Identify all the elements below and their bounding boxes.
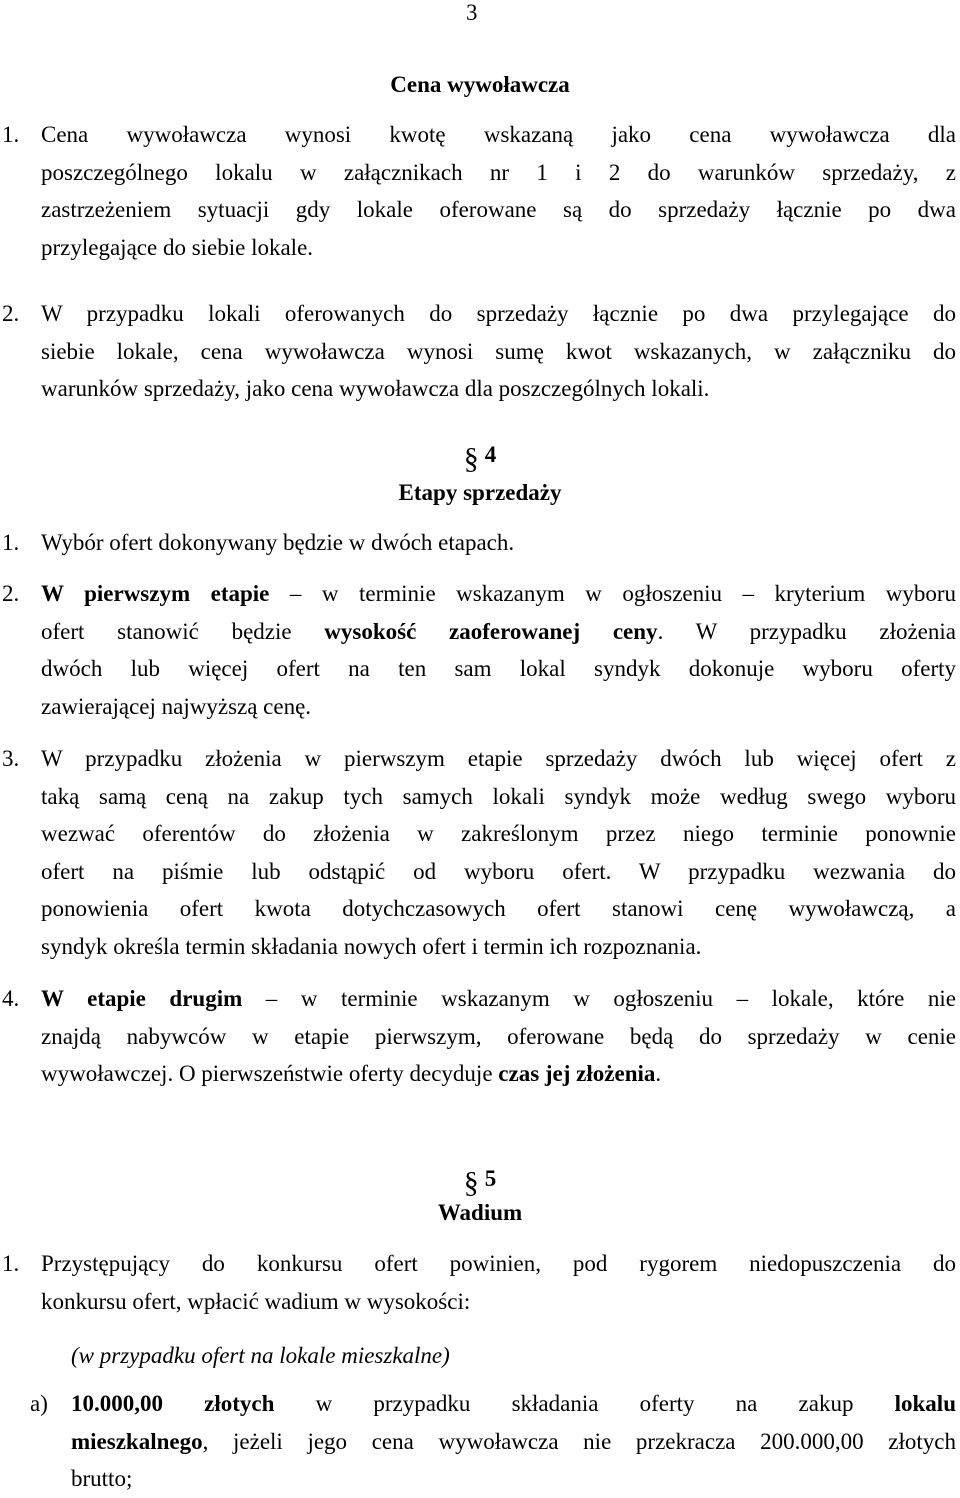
page-number: 3	[466, 0, 478, 25]
item-number: 4.	[2, 986, 20, 1011]
text-line: znajdą nabywców w etapie pierwszym, oferowane będą do sprzedaży w cenie	[41, 1023, 956, 1049]
item-text	[41, 116, 956, 266]
text-line: zastrzeżeniem sytuacji gdy lokale oferowane są do sprzedaży łącznie po dwa	[41, 197, 956, 222]
text-line: brutto;	[71, 1466, 133, 1491]
item-text	[41, 575, 956, 725]
text-line	[41, 980, 956, 1018]
bold-phrase: wysokość zaoferowanej ceny	[324, 618, 658, 644]
text-span: wywoławczej. O pierwszeństwie oferty decyduje	[41, 1061, 499, 1086]
item-number: 1.	[2, 1251, 20, 1276]
bold-phrase: W pierwszym etapie	[41, 581, 270, 606]
text-line: ponowienia ofert kwota dotychczasowych ofert stanowi cenę wywoławczą, a	[41, 896, 956, 921]
text-line: wezwać oferentów do złożenia w zakreślonym przez niego terminie ponownie	[41, 821, 956, 846]
section-title-wadium: Wadium	[437, 1200, 523, 1225]
text-span: w przypadku składania oferty na zakup	[274, 1391, 895, 1416]
text-line: Przystępujący do konkursu ofert powinien, pod rygorem niedopuszczenia do	[41, 1251, 956, 1276]
text-line	[41, 1055, 956, 1093]
item-number: 2.	[2, 301, 20, 326]
text-line: zawierającej najwyższą cenę.	[41, 693, 312, 719]
item-text	[41, 740, 956, 965]
text-line: syndyk określa termin składania nowych ofert i termin ich rozpoznania.	[41, 933, 702, 959]
text-line: poszczególnego lokalu w załącznikach nr 1 i 2 do warunków sprzedaży, z	[41, 159, 956, 185]
item-number: 2.	[2, 581, 20, 606]
bold-phrase: 10.000,00 złotych	[71, 1391, 275, 1416]
text-line	[41, 613, 956, 651]
section-number: 5	[484, 1166, 497, 1191]
text-span: .	[655, 1061, 662, 1086]
text-line: W przypadku złożenia w pierwszym etapie sprzedaży dwóch lub więcej ofert z	[41, 746, 956, 771]
text-line	[71, 1423, 956, 1461]
text-line: siebie lokale, cena wywoławcza wynosi sumę kwot wskazanych, w załączniku do	[41, 338, 956, 364]
item-letter: a)	[30, 1391, 48, 1416]
text-span: ofert stanowić będzie	[41, 618, 325, 644]
text-line: taką samą ceną na zakup tych samych lokali syndyk może według swego wyboru	[41, 783, 956, 809]
text-line: dwóch lub więcej ofert na ten sam lokal syndyk dokonuje wyboru oferty	[41, 656, 956, 681]
text-line: Wybór ofert dokonywany będzie w dwóch etapach.	[41, 530, 515, 555]
text-line: Cena wywoławcza wynosi kwotę wskazaną jako cena wywoławcza dla	[41, 122, 956, 147]
text-line: ofert na piśmie lub odstąpić od wyboru ofert. W przypadku wezwania do	[41, 858, 956, 884]
section-number: 4	[484, 442, 497, 467]
text-span: – w terminie wskazanym w ogłoszeniu – kryterium wyboru	[269, 581, 957, 606]
text-line	[41, 575, 956, 613]
paragraph-symbol: §	[463, 442, 479, 475]
item-text	[41, 980, 956, 1093]
bold-phrase: czas jej złożenia	[498, 1061, 656, 1086]
section-heading-cena: Cena wywoławcza	[390, 72, 570, 97]
text-span: – w terminie wskazanym w ogłoszeniu – lokale, które nie	[242, 986, 957, 1011]
bold-phrase: W etapie drugim	[41, 986, 243, 1011]
section-number-4	[0, 438, 960, 475]
item-number: 3.	[2, 746, 20, 771]
item-number: 1.	[2, 530, 20, 555]
item-number: 1.	[2, 122, 20, 147]
item-text	[41, 524, 956, 562]
text-span: . W przypadku złożenia	[657, 618, 956, 644]
text-line: konkursu ofert, wpłacić wadium w wysokości:	[41, 1288, 471, 1314]
text-line	[71, 1385, 956, 1423]
italic-note: (w przypadku ofert na lokale mieszkalne)	[71, 1343, 450, 1368]
bold-phrase: lokalu	[894, 1391, 956, 1416]
text-line: W przypadku lokali oferowanych do sprzedaży łącznie po dwa przylegające do	[41, 301, 956, 326]
item-text	[41, 295, 956, 408]
item-text	[71, 1385, 956, 1498]
bold-phrase: mieszkalnego	[71, 1428, 203, 1454]
section-number-5	[0, 1162, 960, 1199]
section-title-etapy: Etapy sprzedaży	[398, 480, 562, 505]
text-line: warunków sprzedaży, jako cena wywoławcza dla poszczególnych lokali.	[41, 376, 710, 401]
item-text	[41, 1245, 956, 1320]
paragraph-symbol: §	[463, 1166, 479, 1199]
text-span: , jeżeli jego cena wywoławcza nie przekracza 200.000,00 złotych	[202, 1428, 956, 1454]
text-line: przylegające do siebie lokale.	[41, 234, 314, 260]
